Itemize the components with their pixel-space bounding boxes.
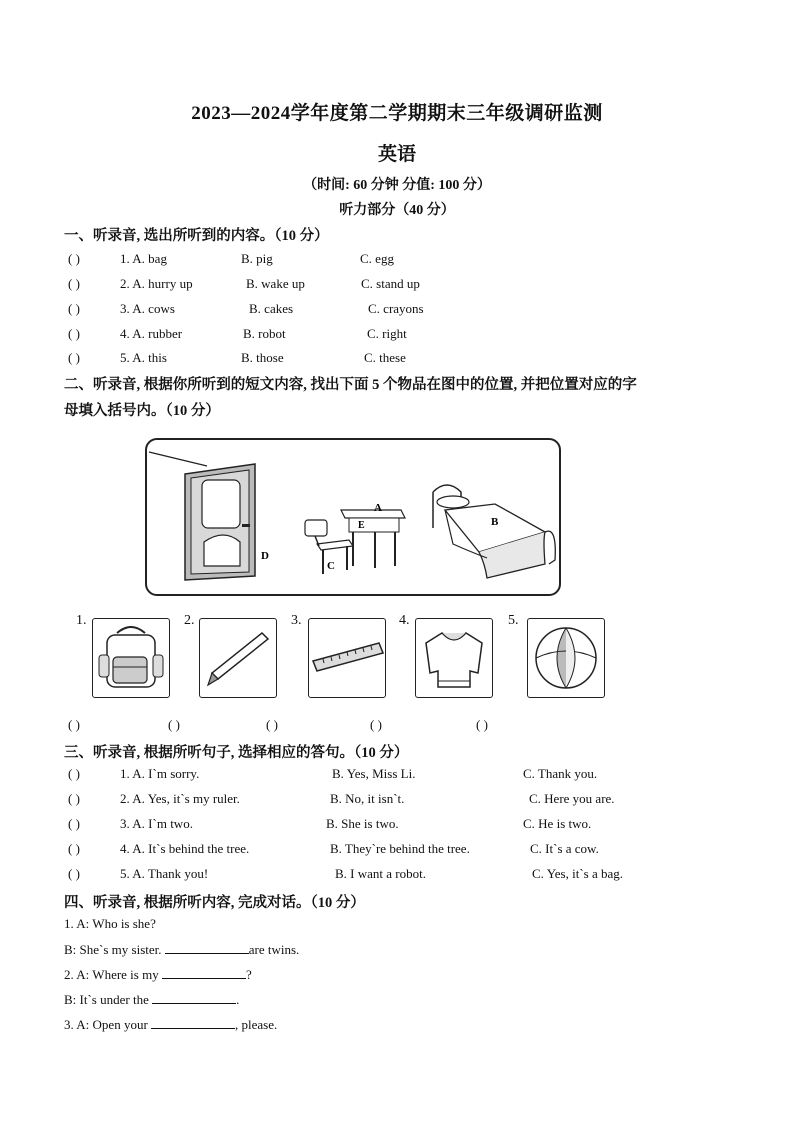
answer-paren[interactable]: ( )	[266, 717, 278, 732]
fill-blank[interactable]	[162, 966, 246, 979]
dialogue-text: 1. A: Who is she?	[64, 916, 156, 931]
dialogue-text: , please.	[235, 1017, 278, 1032]
option-a: 2. A. hurry up	[120, 276, 193, 291]
option-b: B. wake up	[246, 276, 305, 291]
item-number: 3.	[291, 613, 302, 628]
option-b: B. those	[241, 350, 284, 365]
section2-heading-line1: 二、听录音, 根据你所听到的短文内容, 找出下面 5 个物品在图中的位置, 并把位置对应的字	[64, 377, 637, 393]
dialogue-text: 2. A: Where is my	[64, 967, 162, 982]
schoolbag-icon	[93, 619, 169, 697]
option-c: C. He is two.	[523, 816, 592, 831]
answer-paren[interactable]: ( )	[68, 866, 80, 881]
dialogue-text: ?	[245, 967, 252, 982]
answer-paren[interactable]: ( )	[68, 717, 80, 732]
option-b: B. Yes, Miss Li.	[332, 766, 416, 781]
item-number: 5.	[508, 613, 519, 628]
dialogue-text: B: She`s my sister.	[64, 942, 165, 957]
item-box-4	[415, 618, 493, 698]
fill-blank[interactable]	[152, 991, 236, 1004]
answer-paren[interactable]: ( )	[68, 251, 80, 266]
answer-paren[interactable]: ( )	[68, 301, 80, 316]
sweater-icon	[416, 619, 492, 697]
option-a: 4. A. rubber	[120, 326, 183, 341]
label-b: B	[491, 516, 499, 528]
answer-paren[interactable]: ( )	[68, 276, 80, 291]
option-c: C. egg	[360, 251, 394, 266]
section3-heading: 三、听录音, 根据所听句子, 选择相应的答句。（10 分）	[64, 745, 409, 761]
answer-paren[interactable]: ( )	[68, 326, 80, 341]
answer-paren[interactable]: ( )	[68, 766, 80, 781]
answer-paren[interactable]: ( )	[168, 717, 180, 732]
option-a: 3. A. cows	[120, 301, 175, 316]
answer-paren[interactable]: ( )	[68, 841, 80, 856]
answer-paren[interactable]: ( )	[68, 816, 80, 831]
fill-blank[interactable]	[165, 941, 249, 954]
listening-part-heading: 听力部分（40 分）	[339, 203, 455, 218]
option-a: 1. A. I`m sorry.	[120, 766, 200, 781]
item-box-3	[308, 618, 386, 698]
option-c: C. Here you are.	[529, 791, 615, 806]
dialogue-text: .	[236, 992, 240, 1007]
pencil-icon	[200, 619, 276, 697]
dialogue-line	[64, 991, 239, 1008]
desk-drawing	[341, 510, 405, 568]
dialogue-line	[64, 916, 156, 932]
option-b: B. pig	[241, 251, 273, 266]
option-c: C. right	[367, 326, 407, 341]
option-b: B. She is two.	[326, 816, 399, 831]
label-a: A	[374, 502, 382, 514]
time-score-info: （时间: 60 分钟 分值: 100 分）	[303, 178, 491, 193]
option-c: C. stand up	[361, 276, 420, 291]
exam-title: 2023—2024学年度第二学期期末三年级调研监测	[191, 103, 603, 124]
door-drawing	[185, 464, 255, 580]
option-b: B. They`re behind the tree.	[330, 841, 470, 856]
option-c: C. Thank you.	[523, 766, 598, 781]
section4-heading: 四、听录音, 根据所听内容, 完成对话。（10 分）	[64, 895, 365, 911]
option-c: C. crayons	[368, 301, 424, 316]
dialogue-text: 3. A: Open your	[64, 1017, 152, 1032]
bed-drawing	[433, 485, 555, 578]
room-scene-illustration	[147, 440, 559, 594]
fill-blank[interactable]	[151, 1016, 235, 1029]
option-b: B. No, it isn`t.	[330, 791, 405, 806]
item-box-2	[199, 618, 277, 698]
room-scene-picture	[145, 438, 561, 596]
option-a: 5. A. Thank you!	[120, 866, 209, 881]
section2-heading-line2: 母填入括号内。（10 分）	[64, 403, 220, 419]
label-e: E	[358, 520, 365, 531]
answer-paren[interactable]: ( )	[68, 791, 80, 806]
option-b: B. cakes	[249, 301, 294, 316]
ball-icon	[528, 619, 604, 697]
option-a: 4. A. It`s behind the tree.	[120, 841, 250, 856]
dialogue-line	[64, 1016, 277, 1033]
ruler-icon	[309, 619, 385, 697]
option-b: B. robot	[243, 326, 286, 341]
option-b: B. I want a robot.	[335, 866, 426, 881]
option-c: C. It`s a cow.	[530, 841, 599, 856]
option-c: C. these	[364, 350, 406, 365]
option-a: 3. A. I`m two.	[120, 816, 193, 831]
dialogue-text: B: It`s under the	[64, 992, 153, 1007]
answer-paren[interactable]: ( )	[476, 717, 488, 732]
section1-heading: 一、听录音, 选出所听到的内容。（10 分）	[64, 228, 329, 244]
option-c: C. Yes, it`s a bag.	[532, 866, 624, 881]
dialogue-text: are twins.	[248, 942, 300, 957]
label-d: D	[261, 550, 269, 562]
dialogue-line	[64, 941, 299, 958]
option-a: 5. A. this	[120, 350, 167, 365]
item-number: 2.	[184, 613, 195, 628]
option-a: 1. A. bag	[120, 251, 167, 266]
subject-title: 英语	[377, 144, 416, 165]
item-box-5	[527, 618, 605, 698]
item-number: 4.	[399, 613, 410, 628]
answer-paren[interactable]: ( )	[370, 717, 382, 732]
label-c: C	[327, 560, 335, 572]
option-a: 2. A. Yes, it`s my ruler.	[120, 791, 240, 806]
dialogue-line	[64, 966, 252, 983]
answer-paren[interactable]: ( )	[68, 350, 80, 365]
item-number: 1.	[76, 613, 87, 628]
item-box-1	[92, 618, 170, 698]
